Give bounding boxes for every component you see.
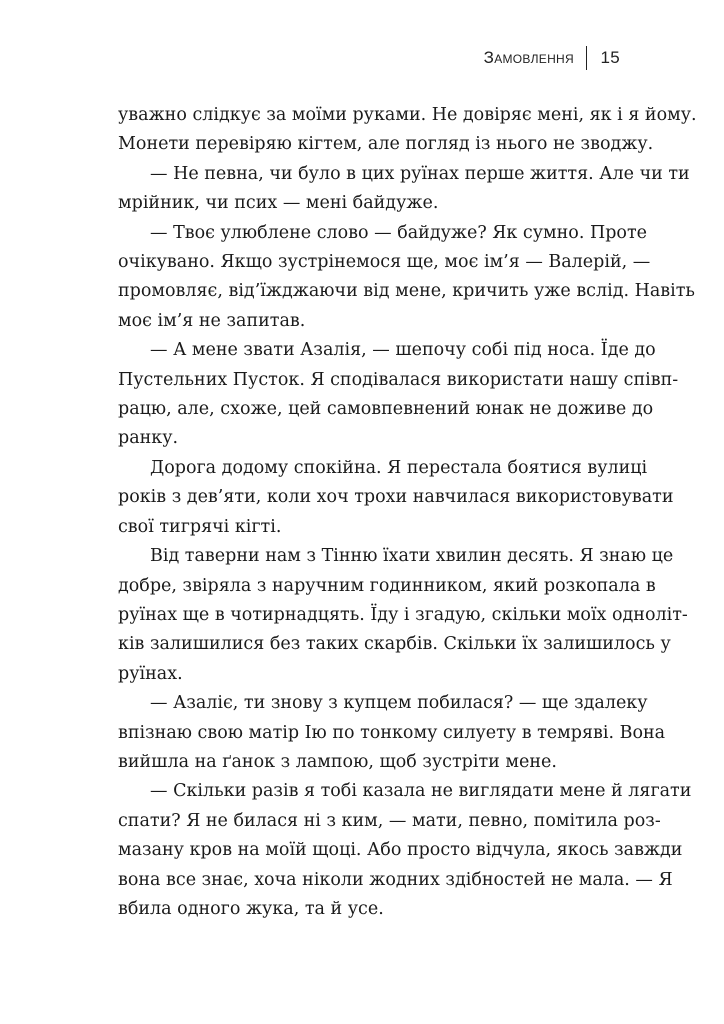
text-line: Пустельних Пусток. Я сподівалася використати нашу співп- [118,369,679,390]
page-number: 15 [600,48,620,67]
header-divider [586,46,588,70]
text-line: добре, звіряла з наручним годинником, який розкопала в [118,575,656,596]
text-line: Від таверни нам з Тінню їхати хвилин десять. Я знаю це [150,546,674,567]
text-line: вбила одного жука, та й усе. [118,898,384,919]
text-line: руїнах ще в чотирнадцять. Їду і згадую, скільки моїх одноліт- [118,604,688,625]
text-line: рацю, але, схоже, цей самовпевнений юнак не доживе до [118,399,654,420]
text-line: руїнах. [118,663,183,684]
text-line: вона все знає, хоча ніколи жодних здібностей не мала. — Я [118,869,673,890]
text-line: мрійник, чи псих — мені байдуже. [118,193,439,214]
text-line: — Твоє улюблене слово — байдуже? Як сумно. Проте [150,222,648,243]
text-line: уважно слідкує за моїми руками. Не довіряє мені, як і я йому. [118,105,697,125]
text-line: Монети перевіряю кігтем, але погляд із нього не зводжу. [118,134,654,155]
text-line: очікувано. Якщо зустрінемося ще, моє ім’я — Валерій, — [118,252,651,273]
running-header [484,46,620,70]
text-line: впізнаю свою матір Ію по тонкому силуету в темряві. Вона [118,722,666,743]
text-line: Дорога додому спокійна. Я перестала боятися вулиці [150,457,648,478]
text-line: промовляє, від’їжджаючи від мене, кричить уже вслід. Навіть [118,281,695,302]
text-line: моє ім’я не запитав. [118,310,306,331]
text-line: спати? Я не билася ні з ким, — мати, певно, помітила роз- [118,810,661,831]
text-line: років з дев’яти, коли хоч трохи навчилася використовувати [118,487,674,508]
text-line: — Азаліє, ти знову з купцем побилася? — ще здалеку [150,693,648,714]
text-line: вийшла на ґанок з лампою, щоб зустріти мене. [118,751,557,772]
body-text [118,101,697,924]
text-line: мазану кров на моїй щоці. Або просто відчула, якось завжди [118,840,683,861]
text-line: свої тигрячі кігті. [118,516,282,537]
text-line: ранку. [118,428,179,449]
chapter-title: Замовлення [483,48,574,67]
text-line: — Скільки разів я тобі казала не виглядати мене й лягати [150,781,692,802]
text-line: ків залишилися без таких скарбів. Скільки їх залишилось у [118,634,671,655]
text-line: — А мене звати Азалія, — шепочу собі під носа. Їде до [150,340,656,361]
text-line: — Не певна, чи було в цих руїнах перше життя. Але чи ти [150,163,690,184]
